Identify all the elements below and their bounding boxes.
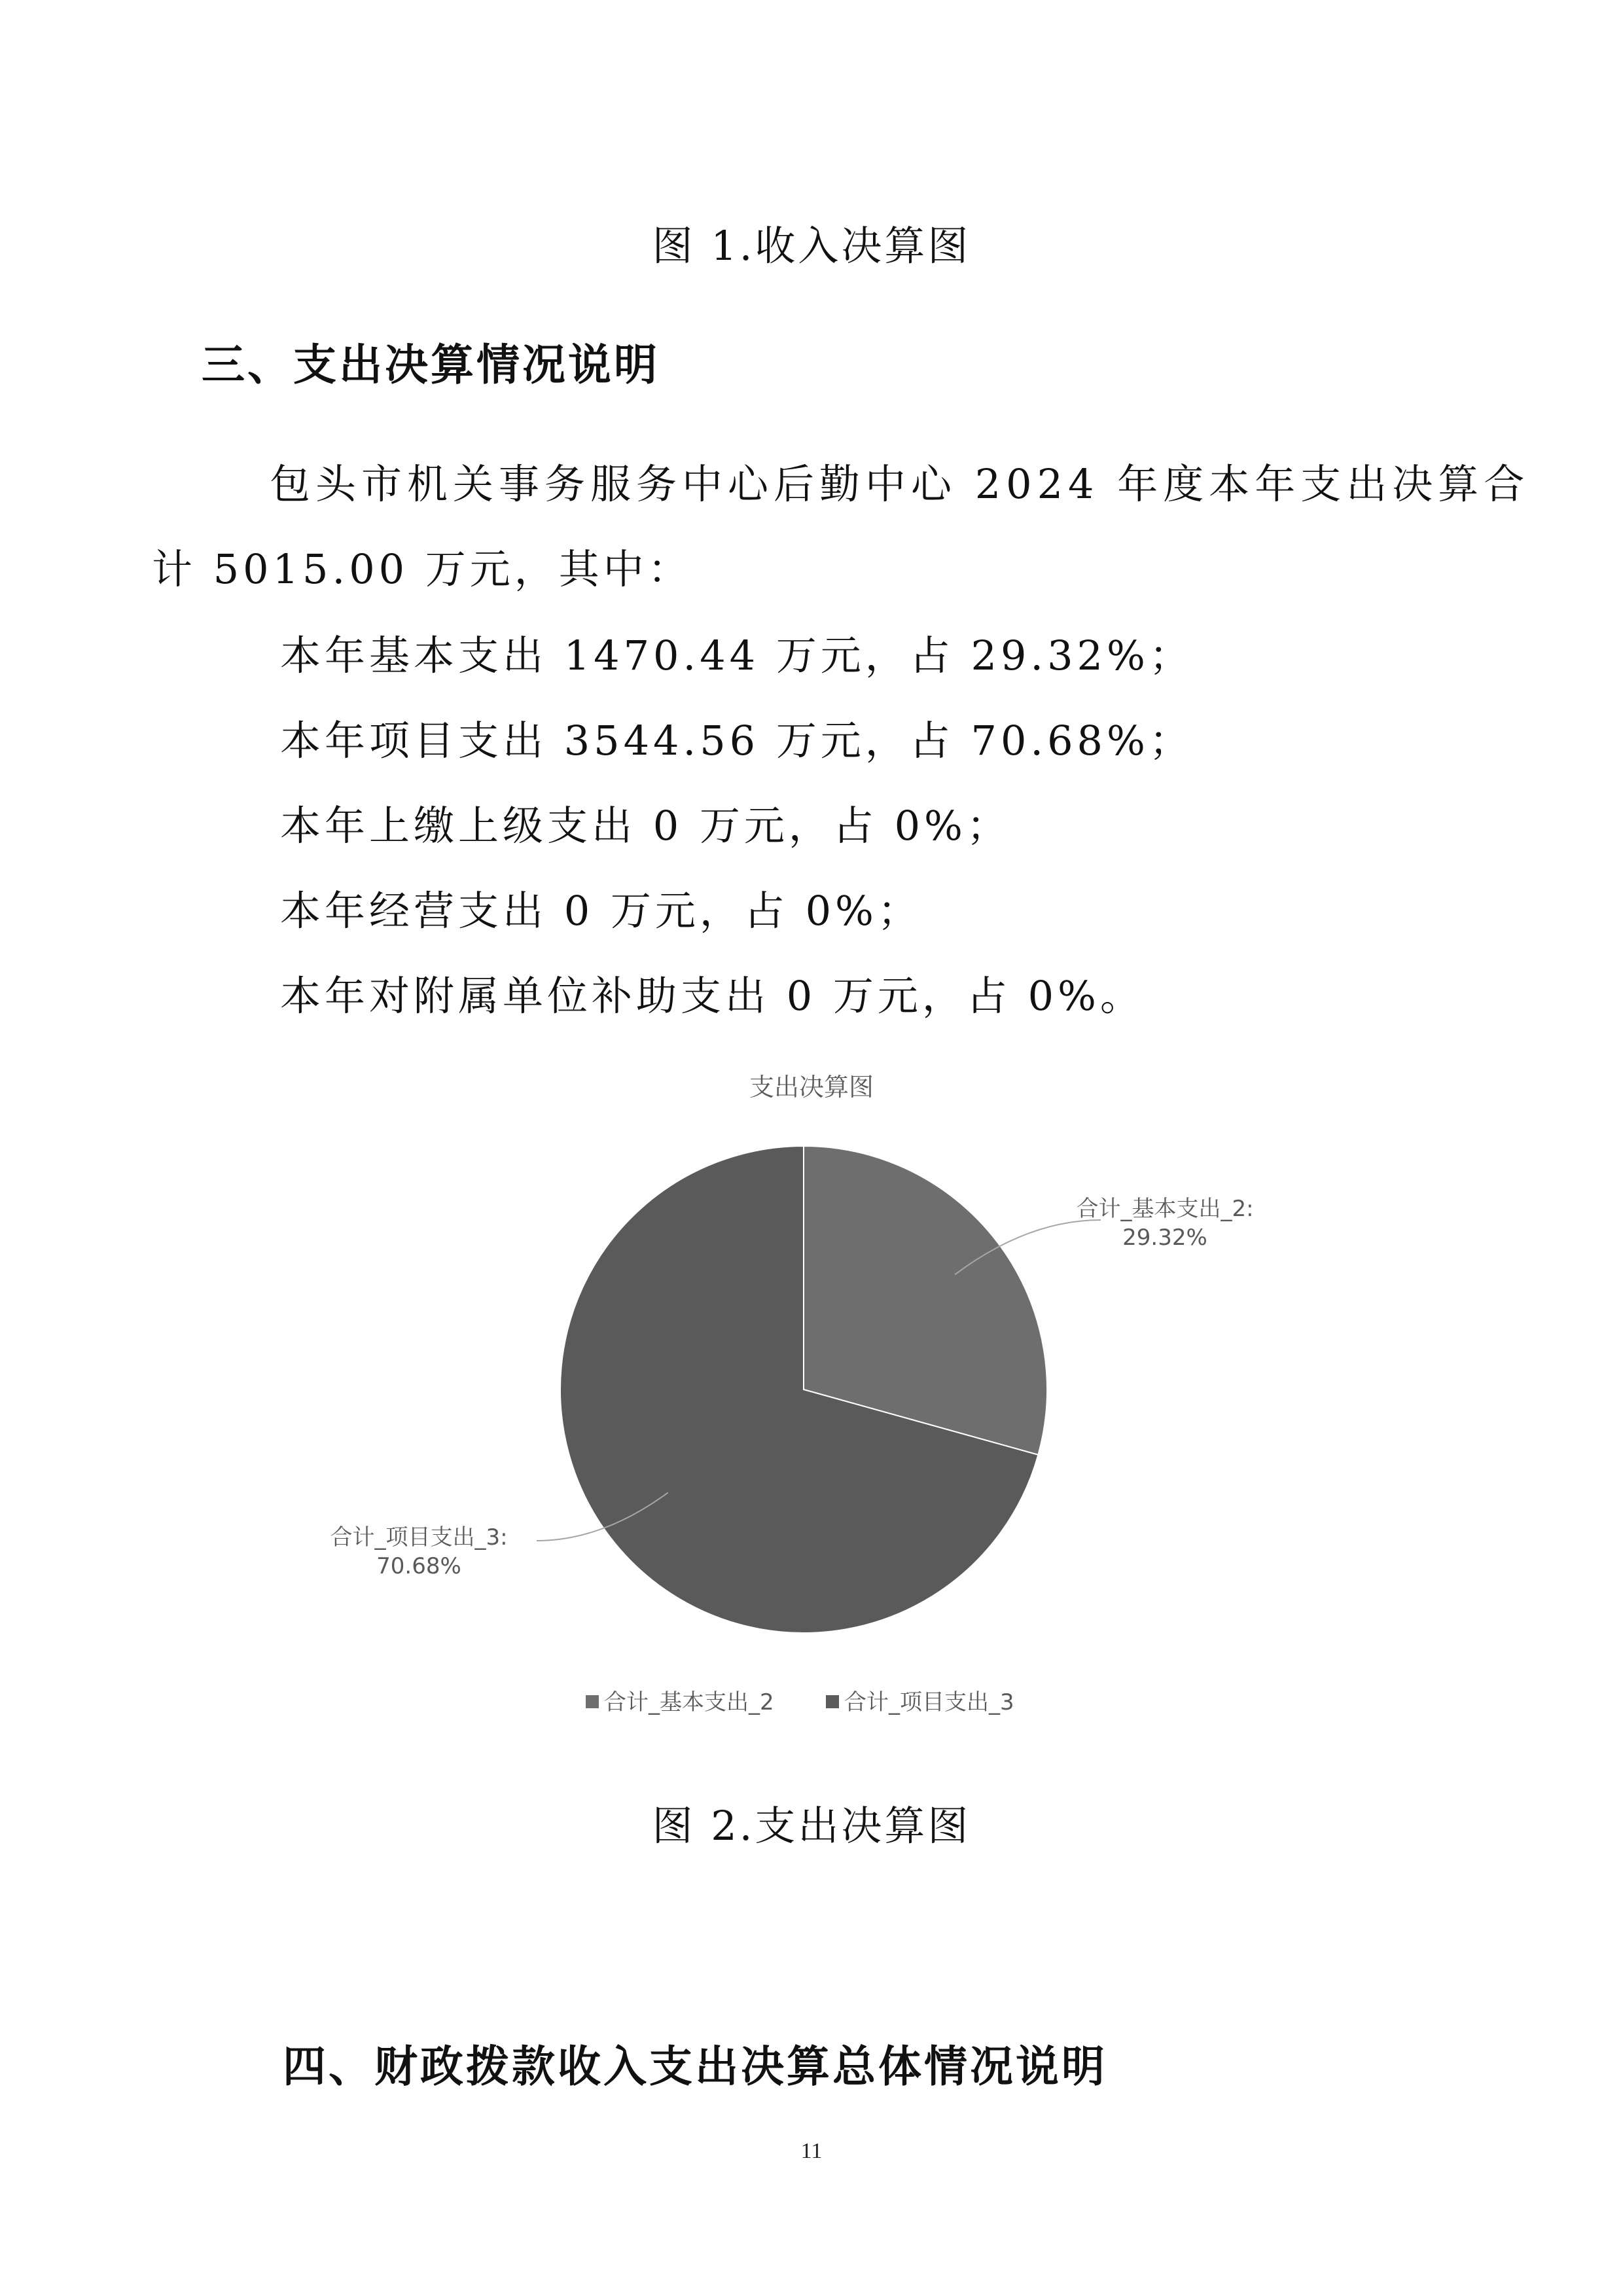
legend-marker-2 <box>826 1695 839 1708</box>
page-number: 11 <box>800 2139 823 2163</box>
figure2-caption: 图 2.支出决算图 <box>652 1802 971 1850</box>
section3-heading: 三、支出决算情况说明 <box>202 340 660 390</box>
pie-data-label-name-1: 合计_基本支出_2: <box>1076 1196 1254 1222</box>
chart-svg <box>0 1047 1623 1767</box>
section4-heading: 四、财政拨款收入支出决算总体情况说明 <box>283 2041 1107 2092</box>
expense-item-upper-remit: 本年上缴上级支出 0 万元，占 0%； <box>280 802 1011 850</box>
expense-item-subsidiary-subsidy: 本年对附属单位补助支出 0 万元，占 0%。 <box>280 972 1145 1020</box>
pie-data-label-name-2: 合计_项目支出_3: <box>330 1524 508 1551</box>
expense-item-operating: 本年经营支出 0 万元，占 0%； <box>280 887 922 935</box>
expense-item-basic: 本年基本支出 1470.44 万元，占 29.32%； <box>280 632 1194 679</box>
expenditure-pie-chart <box>0 1047 1623 1767</box>
section3-intro-line2: 计 5015.00 万元，其中： <box>152 545 692 593</box>
chart-legend <box>586 1689 1014 1715</box>
legend-marker-1 <box>586 1695 599 1708</box>
legend-label-1: 合计_基本支出_2 <box>604 1689 774 1715</box>
section3-intro-line1: 包头市机关事务服务中心后勤中心 2024 年度本年支出决算合 <box>270 460 1530 508</box>
pie-data-label-value-1: 29.32% <box>1122 1225 1207 1251</box>
legend-label-2: 合计_项目支出_3 <box>844 1689 1014 1715</box>
expense-item-project: 本年项目支出 3544.56 万元，占 70.68%； <box>280 717 1194 764</box>
pie-data-label-value-2: 70.68% <box>376 1553 461 1579</box>
figure1-caption: 图 1.收入决算图 <box>652 222 971 270</box>
pie-slices <box>560 1146 1047 1633</box>
chart-title: 支出决算图 <box>749 1073 874 1102</box>
